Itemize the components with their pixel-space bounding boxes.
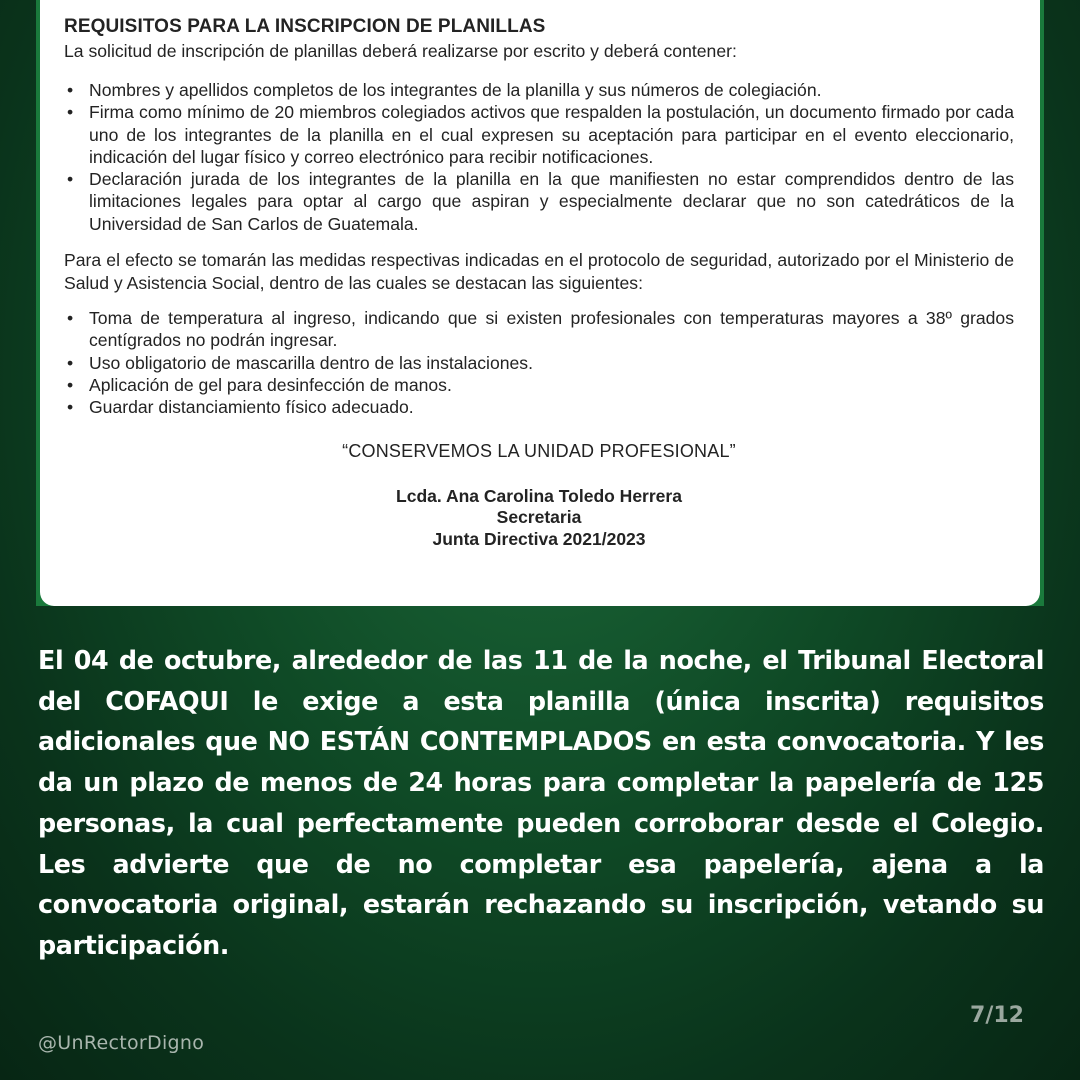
bullet-icon: • [67, 352, 74, 373]
measures-list [64, 307, 1014, 418]
page-indicator: 7/12 [970, 1003, 1024, 1028]
document-image-frame [36, 0, 1044, 606]
signature-block [64, 486, 1014, 551]
account-handle: @UnRectorDigno [38, 1032, 205, 1054]
bullet-icon: • [67, 102, 74, 123]
list-item: • Toma de temperatura al ingreso, indicando que si existen profesionales con temperaturas mayores a 38º grados centígrados no podrán ingresar. [67, 308, 1014, 351]
bullet-icon: • [67, 374, 74, 395]
signature-name: Lcda. Ana Carolina Toledo Herrera [396, 485, 682, 506]
list-item: • Aplicación de gel para desinfección de manos. [67, 374, 452, 395]
bullet-icon: • [67, 308, 74, 329]
signature-role: Secretaria [496, 507, 582, 528]
bullet-icon: • [67, 169, 74, 190]
list-item: • Nombres y apellidos completos de los integrantes de la planilla y sus números de colegiación. [67, 80, 822, 100]
requirements-intro: La solicitud de inscripción de planillas deberá realizarse por escrito y deberá contener: [64, 41, 737, 61]
list-item: • Uso obligatorio de mascarilla dentro de las instalaciones. [67, 352, 533, 373]
document-page [40, 0, 1040, 606]
motto: “CONSERVEMOS LA UNIDAD PROFESIONAL” [342, 440, 736, 461]
list-item: • Firma como mínimo de 20 miembros colegiados activos que respalden la postulación, un documento firmado por cada uno de los integrantes de la planilla en el cual expresen su aceptación para participar en el evento eleccionario, indicación del lugar físico y correo electrónico para recibir notificaciones. [67, 102, 1014, 167]
bullet-icon: • [67, 80, 74, 100]
requirements-list [64, 79, 1014, 235]
list-item: • Guardar distanciamiento físico adecuado. [67, 397, 414, 418]
signature-board: Junta Directiva 2021/2023 [432, 528, 646, 549]
bullet-icon: • [67, 397, 74, 418]
measures-intro: Para el efecto se tomarán las medidas respectivas indicadas en el protocolo de seguridad, autorizado por el Ministerio de Salud y Asistencia Social, dentro de las cuales se destacan las siguientes: [64, 250, 1014, 294]
post-body-text: El 04 de octubre, alrededor de las 11 de la noche, el Tribunal Electoral del COFAQUI le exige a esta planilla (única inscrita) requisitos adicionales que NO ESTÁN CONTEMPLADOS en esta convocatoria. Y les da un plazo de menos de 24 horas para completar la papelería de 125 personas, la cual perfectamente pueden corroborar desde el Colegio. Les advierte que de no completar esa papelería, ajena a la convocatoria original, estarán rechazando su inscripción, vetando su participación. [38, 645, 1044, 960]
list-item: • Declaración jurada de los integrantes de la planilla en la que manifiesten no estar comprendidos dentro de las limitaciones legales para optar al cargo que aspiran y especialmente declarar que no son catedráticos de la Universidad de San Carlos de Guatemala. [67, 169, 1014, 234]
document-heading: REQUISITOS PARA LA INSCRIPCION DE PLANILLAS [64, 16, 546, 37]
